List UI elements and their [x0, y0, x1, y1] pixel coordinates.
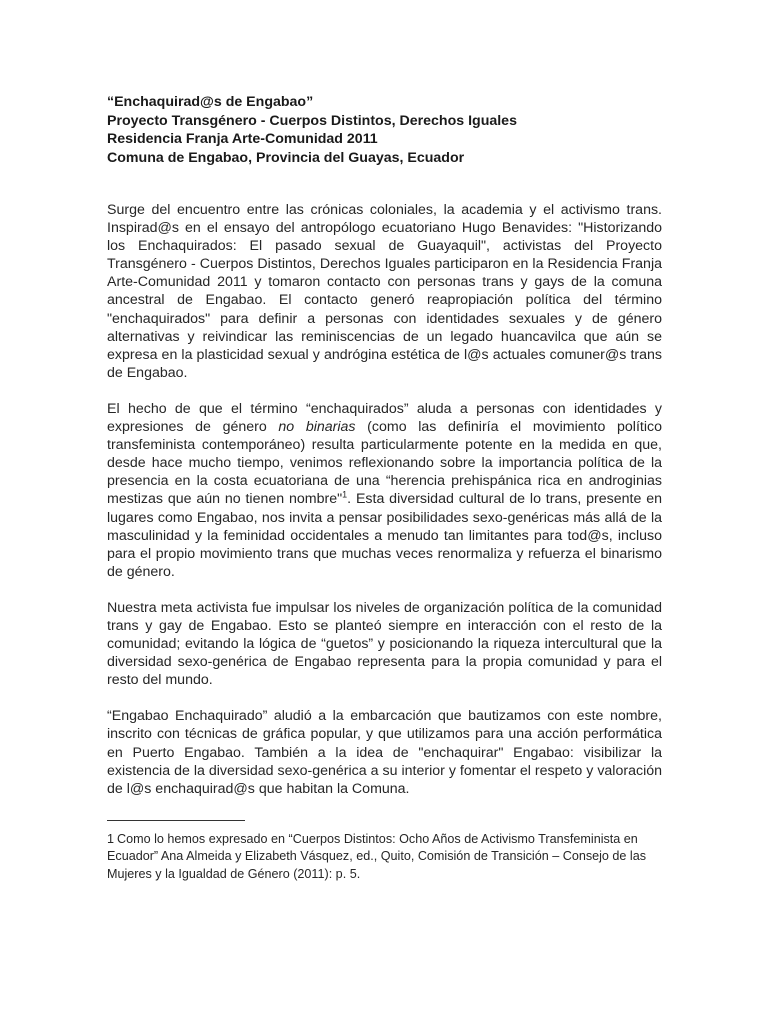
- location-line: Comuna de Engabao, Provincia del Guayas, Ecuador: [107, 149, 465, 166]
- paragraph-2: [107, 400, 662, 581]
- paragraph-2-italic: no binarias: [278, 419, 356, 436]
- document-page: [107, 93, 662, 798]
- footnotes-section: [107, 820, 647, 883]
- paragraph-2-text-a: El hecho de que el término “enchaquirados” aluda a personas con identidades y expresiones de género: [107, 400, 662, 436]
- paragraph-2-text-c: . Esta diversidad cultural de lo trans, presente en lugares como Engabao, nos invita a pensar posibilidades sexo-genéricas más allá de la masculinidad y la feminidad occidentales a menudo tan limitantes para tod@s, incluso para el propio movimiento trans que muchas veces renormaliza y refuerza el binarismo de género.: [107, 491, 662, 580]
- footnote-reference-1: 1: [342, 489, 348, 500]
- footnote-1: [107, 831, 647, 883]
- document-title: “Enchaquirad@s de Engabao”: [107, 94, 314, 110]
- paragraph-2-text-b: (como las definiría el movimiento político transfeminista contemporáneo) resulta particularmente potente en la medida en que, desde hace mucho tiempo, venimos reflexionando sobre la importancia política de la presencia en la costa ecuatoriana de una “herencia prehispánica rica en androginias mestizas que aún no tienen nombre": [107, 419, 662, 508]
- paragraph-4: “Engabao Enchaquirado” aludió a la embarcación que bautizamos con este nombre, inscrito con técnicas de gráfica popular, y que utilizamos para una acción performática en Puerto Engabao. También a la idea de "enchaquirar" Engabao: visibilizar la existencia de la diversidad sexo-genérica a su interior y fomentar el respeto y valoración de l@s enchaquirad@s que habitan la Comuna.: [107, 708, 662, 797]
- paragraph-3: Nuestra meta activista fue impulsar los niveles de organización política de la comunidad trans y gay de Engabao. Esto se planteó siempre en interacción con el resto de la comunidad; evitando la lógica de “guetos” y posicionando la riqueza intercultural que la diversidad sexo-genérica de Engabao representa para la propia comunidad y para el resto del mundo.: [107, 599, 662, 689]
- footnote-separator: [107, 820, 245, 821]
- footnote-text: Como lo hemos expresado en “Cuerpos Distintos: Ocho Años de Activismo Transfeminista en Ecuador” Ana Almeida y Elizabeth Vásquez, ed., Quito, Comisión de Transición – Consejo de las Mujeres y la Igualdad de Género (2011): p. 5.: [107, 832, 647, 881]
- residency-name: Residencia Franja Arte-Comunidad 2011: [107, 131, 378, 147]
- project-name: Proyecto Transgénero - Cuerpos Distintos, Derechos Iguales: [107, 112, 517, 129]
- footnote-number: 1: [107, 832, 115, 846]
- paragraph-1: Surge del encuentro entre las crónicas coloniales, la academia y el activismo trans. Inspirad@s en el ensayo del antropólogo ecuatoriano Hugo Benavides: "Historizando los Enchaquirados: El pasado sexual de Guayaquil", activistas del Proyecto Transgénero - Cuerpos Distintos, Derechos Iguales participaron en la Residencia Franja Arte-Comunidad 2011 y tomaron contacto con personas trans y gays de la comuna ancestral de Engabao. El contacto generó reapropiación política del término "enchaquirados" para definir a personas con identidades sexuales y de género alternativas y reivindicar las reminiscencias de un legado huancavilca que aún se expresa en la plasticidad sexual y andrógina estética de l@s actuales comuner@s trans de Engabao.: [107, 202, 662, 381]
- document-header: [107, 93, 662, 167]
